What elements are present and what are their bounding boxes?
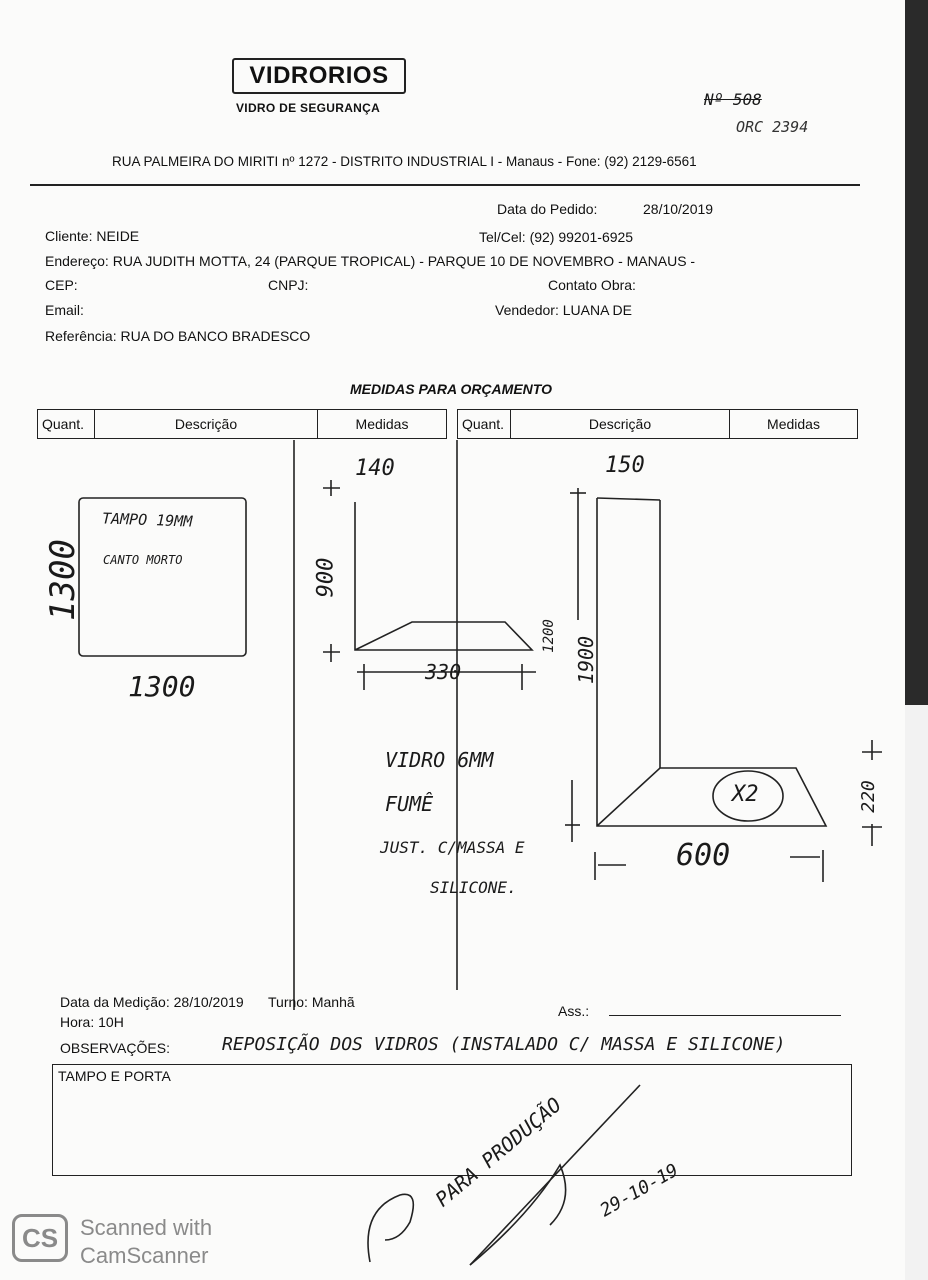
seller-field: Vendedor: LUANA DE — [495, 302, 632, 318]
piece2-top-measure: 150 — [605, 453, 645, 478]
glass-spec-line1: VIDRO 6MM — [385, 748, 494, 772]
tampo-label: TAMPO 19MM — [101, 509, 193, 531]
observations-box — [52, 1064, 852, 1176]
piece2-height-measure: 1900 — [574, 635, 599, 685]
header-quant-1: Quant. — [37, 409, 95, 439]
signature-label: Ass.: — [558, 1003, 590, 1019]
reference-field: Referência: RUA DO BANCO BRADESCO — [45, 328, 311, 344]
header-quant-2: Quant. — [457, 409, 511, 439]
quantity-multiplier: X2 — [732, 782, 759, 807]
piece2-base-measure: 600 — [676, 838, 731, 873]
observations-handwritten: REPOSIÇÃO DOS VIDROS (INSTALADO C/ MASSA E SILICONE) — [222, 1034, 786, 1055]
measure-date: Data da Medição: 28/10/2019 — [60, 994, 244, 1010]
order-reference: ORC 2394 — [736, 118, 809, 136]
order-date: 28/10/2019 — [643, 201, 714, 217]
piece1-top-measure: 140 — [355, 456, 395, 481]
piece2-side-measure: 220 — [857, 780, 879, 813]
header-descricao-1: Descrição — [94, 409, 318, 439]
site-contact-field: Contato Obra: — [548, 277, 636, 293]
header-medidas-2: Medidas — [729, 409, 858, 439]
canto-label: CANTO MORTO — [103, 553, 183, 567]
scanner-watermark-line1: Scanned with — [80, 1215, 213, 1240]
document-number: Nº 508 — [704, 90, 762, 109]
cep-field: CEP: — [45, 277, 78, 293]
scanner-watermark-text — [80, 1214, 212, 1270]
camscanner-logo: CS — [12, 1214, 68, 1262]
company-address: RUA PALMEIRA DO MIRITI nº 1272 - DISTRITO INDUSTRIAL I - Manaus - Fone: (92) 2129-6561 — [112, 154, 697, 169]
section-title: MEDIDAS PARA ORÇAMENTO — [350, 381, 552, 397]
production-date: 29-10-19 — [596, 1159, 683, 1222]
order-date-label: Data do Pedido: — [497, 201, 598, 217]
glass-spec-line3: JUST. C/MASSA E — [380, 838, 525, 857]
glass-spec-line2: FUMÊ — [385, 792, 434, 816]
scanner-watermark-line2: CamScanner — [80, 1243, 209, 1268]
piece1-height-measure: 900 — [313, 557, 339, 598]
client-phone: Tel/Cel: (92) 99201-6925 — [479, 229, 634, 245]
email-field: Email: — [45, 302, 84, 318]
tampo-width: 1300 — [128, 670, 196, 703]
client-name: Cliente: NEIDE — [45, 228, 140, 244]
header-descricao-2: Descrição — [510, 409, 730, 439]
cnpj-field: CNPJ: — [268, 277, 309, 293]
client-address: Endereço: RUA JUDITH MOTTA, 24 (PARQUE TROPICAL) - PARQUE 10 DE NOVEMBRO - MANAUS - — [45, 253, 696, 269]
company-tagline: VIDRO DE SEGURANÇA — [236, 101, 381, 115]
glass-spec-line4: SILICONE. — [430, 878, 517, 897]
signature-line — [609, 1015, 841, 1016]
observations-box-text: TAMPO E PORTA — [58, 1068, 171, 1084]
observations-label: OBSERVAÇÕES: — [60, 1040, 170, 1056]
piece1-base-measure: 330 — [425, 660, 462, 684]
tampo-height: 1300 — [42, 539, 83, 621]
shift: Turno: Manhã — [268, 994, 355, 1010]
piece2-inner-measure: 1200 — [540, 619, 557, 653]
production-note: PARA PRODUÇÃO — [430, 1092, 566, 1212]
measure-time: Hora: 10H — [60, 1014, 124, 1030]
company-logo: VIDRORIOS — [232, 58, 406, 94]
header-medidas-1: Medidas — [317, 409, 447, 439]
